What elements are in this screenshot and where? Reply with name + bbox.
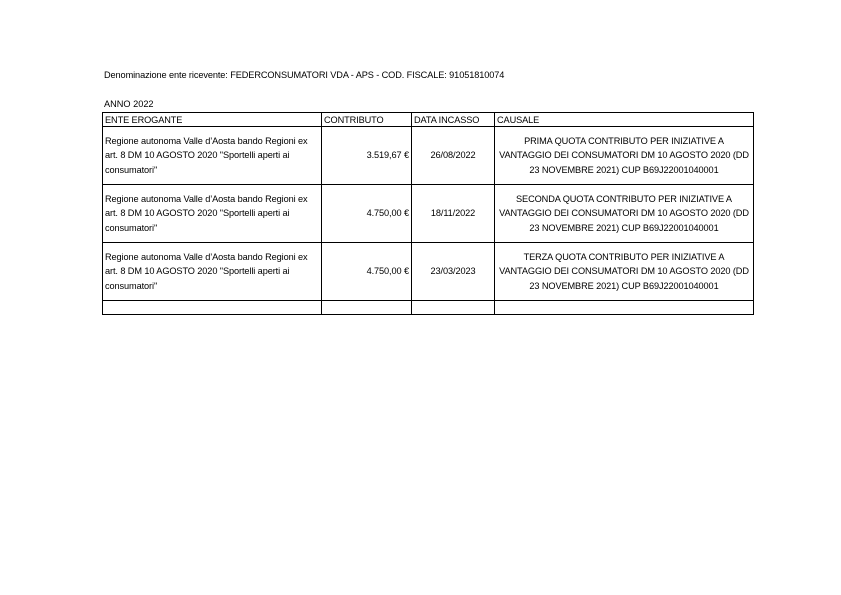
table-row [103,243,754,301]
cell-data-incasso: 23/03/2023 [412,243,495,301]
recipient-header: Denominazione ente ricevente: FEDERCONSUMATORI VDA - APS - COD. FISCALE: 91051810074 [104,70,505,80]
column-header-data-incasso: DATA INCASSO [412,113,495,127]
empty-table-row [103,301,754,315]
column-header-causale: CAUSALE [495,113,754,127]
year-label: ANNO 2022 [104,99,154,109]
table-header-row [103,113,754,127]
cell-data-incasso: 26/08/2022 [412,127,495,185]
cell-ente-erogante: Regione autonoma Valle d’Aosta bando Regioni ex art. 8 DM 10 AGOSTO 2020 "Sportelli aperti ai consumatori" [103,127,322,185]
contributions-table [102,112,754,315]
empty-cell [412,301,495,315]
column-header-ente-erogante: ENTE EROGANTE [103,113,322,127]
cell-contributo: 3.519,67 € [322,127,412,185]
empty-cell [322,301,412,315]
cell-data-incasso: 18/11/2022 [412,185,495,243]
cell-ente-erogante: Regione autonoma Valle d’Aosta bando Regioni ex art. 8 DM 10 AGOSTO 2020 "Sportelli aperti ai consumatori" [103,243,322,301]
cell-contributo: 4.750,00 € [322,185,412,243]
table-row [103,127,754,185]
cell-causale: PRIMA QUOTA CONTRIBUTO PER INIZIATIVE A VANTAGGIO DEI CONSUMATORI DM 10 AGOSTO 2020 (DD 23 NOVEMBRE 2021) CUP B69J22001040001 [495,127,754,185]
table-row [103,185,754,243]
column-header-contributo: CONTRIBUTO [322,113,412,127]
cell-causale: SECONDA QUOTA CONTRIBUTO PER INIZIATIVE A VANTAGGIO DEI CONSUMATORI DM 10 AGOSTO 2020 (DD 23 NOVEMBRE 2021) CUP B69J22001040001 [495,185,754,243]
empty-cell [103,301,322,315]
cell-ente-erogante: Regione autonoma Valle d’Aosta bando Regioni ex art. 8 DM 10 AGOSTO 2020 "Sportelli aperti ai consumatori" [103,185,322,243]
empty-cell [495,301,754,315]
cell-contributo: 4.750,00 € [322,243,412,301]
cell-causale: TERZA QUOTA CONTRIBUTO PER INIZIATIVE A VANTAGGIO DEI CONSUMATORI DM 10 AGOSTO 2020 (DD 23 NOVEMBRE 2021) CUP B69J22001040001 [495,243,754,301]
